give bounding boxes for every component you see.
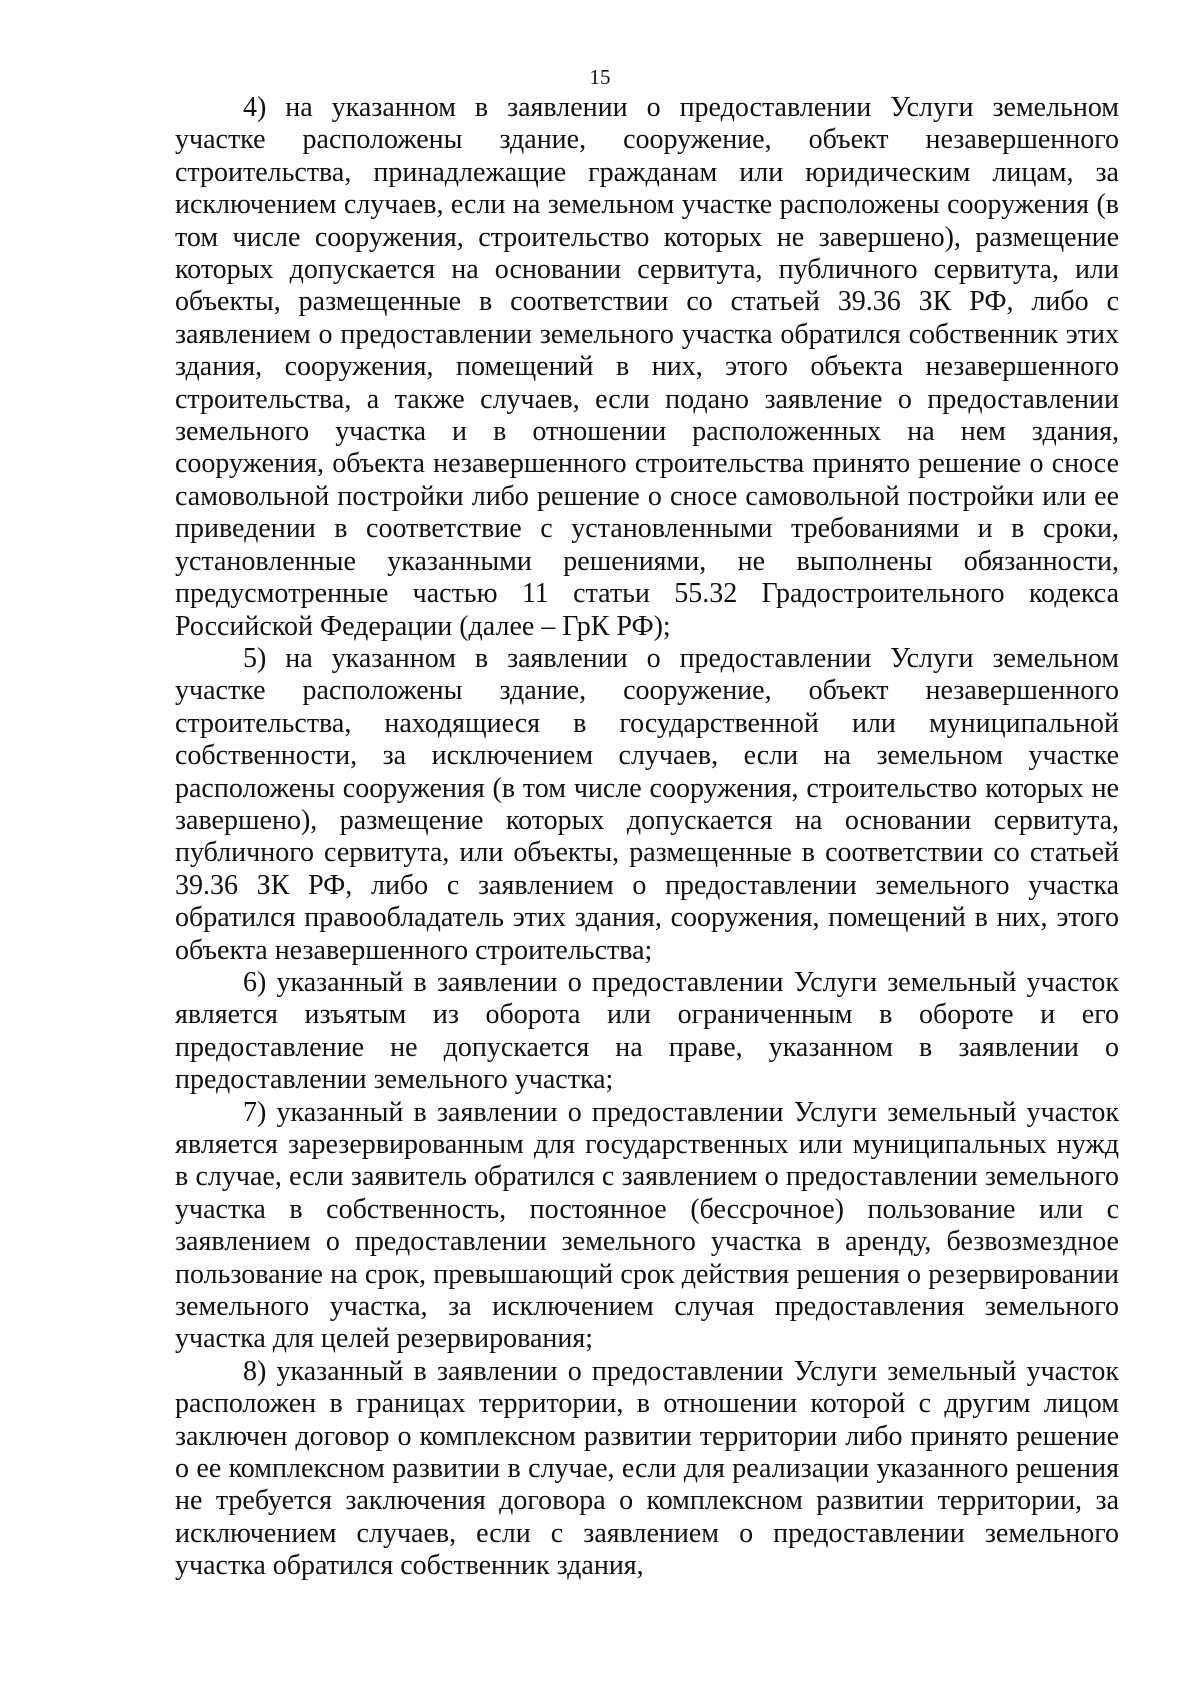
- paragraph-item-4: 4) на указанном в заявлении о предоставлении Услуги земельном участке расположены здание, сооружение, объект незавершенного строительства, принадлежащие гражданам или юридическим лицам, за исключением случаев, если на земельном участке расположены сооружения (в том числе сооружения, строительство которых не завершено), размещение которых допускается на основании сервитута, публичного сервитута, или объекты, размещенные в соответствии со статьей 39.36 ЗК РФ, либо с заявлением о предоставлении земельного участка обратился собственник этих здания, сооружения, помещений в них, этого объекта незавершенного строительства, а также случаев, если подано заявление о предоставлении земельного участка и в отношении расположенных на нем здания, сооружения, объекта незавершенного строительства принято решение о сносе самовольной постройки либо решение о сносе самовольной постройки или ее приведении в соответствие с установленными требованиями и в сроки, установленные указанными решениями, не выполнены обязанности, предусмотренные частью 11 статьи 55.32 Градостроительного кодекса Российской Федерации (далее – ГрК РФ);: [175, 92, 1119, 642]
- paragraph-item-8: 8) указанный в заявлении о предоставлении Услуги земельный участок расположен в границах территории, в отношении которой с другим лицом заключен договор о комплексном развитии территории либо принято решение о ее комплексном развитии в случае, если для реализации указанного решения не требуется заключения договора о комплексном развитии территории, за исключением случаев, если с заявлением о предоставлении земельного участка обратился собственник здания,: [175, 1355, 1119, 1582]
- document-body: [175, 92, 1119, 1583]
- paragraph-item-6: 6) указанный в заявлении о предоставлении Услуги земельный участок является изъятым из оборота или ограниченным в обороте и его предоставление не допускается на праве, указанном в заявлении о предоставлении земельного участка;: [175, 966, 1119, 1096]
- paragraph-item-5: 5) на указанном в заявлении о предоставлении Услуги земельном участке расположены здание, сооружение, объект незавершенного строительства, находящиеся в государственной или муниципальной собственности, за исключением случаев, если на земельном участке расположены сооружения (в том числе сооружения, строительство которых не завершено), размещение которых допускается на основании сервитута, публичного сервитута, или объекты, размещенные в соответствии со статьей 39.36 ЗК РФ, либо с заявлением о предоставлении земельного участка обратился правообладатель этих здания, сооружения, помещений в них, этого объекта незавершенного строительства;: [175, 642, 1119, 966]
- paragraph-item-7: 7) указанный в заявлении о предоставлении Услуги земельный участок является зарезервированным для государственных или муниципальных нужд в случае, если заявитель обратился с заявлением о предоставлении земельного участка в собственность, постоянное (бессрочное) пользование или с заявлением о предоставлении земельного участка в аренду, безвозмездное пользование на срок, превышающий срок действия решения о резервировании земельного участка, за исключением случая предоставления земельного участка для целей резервирования;: [175, 1096, 1119, 1355]
- page-number: 15: [589, 65, 611, 89]
